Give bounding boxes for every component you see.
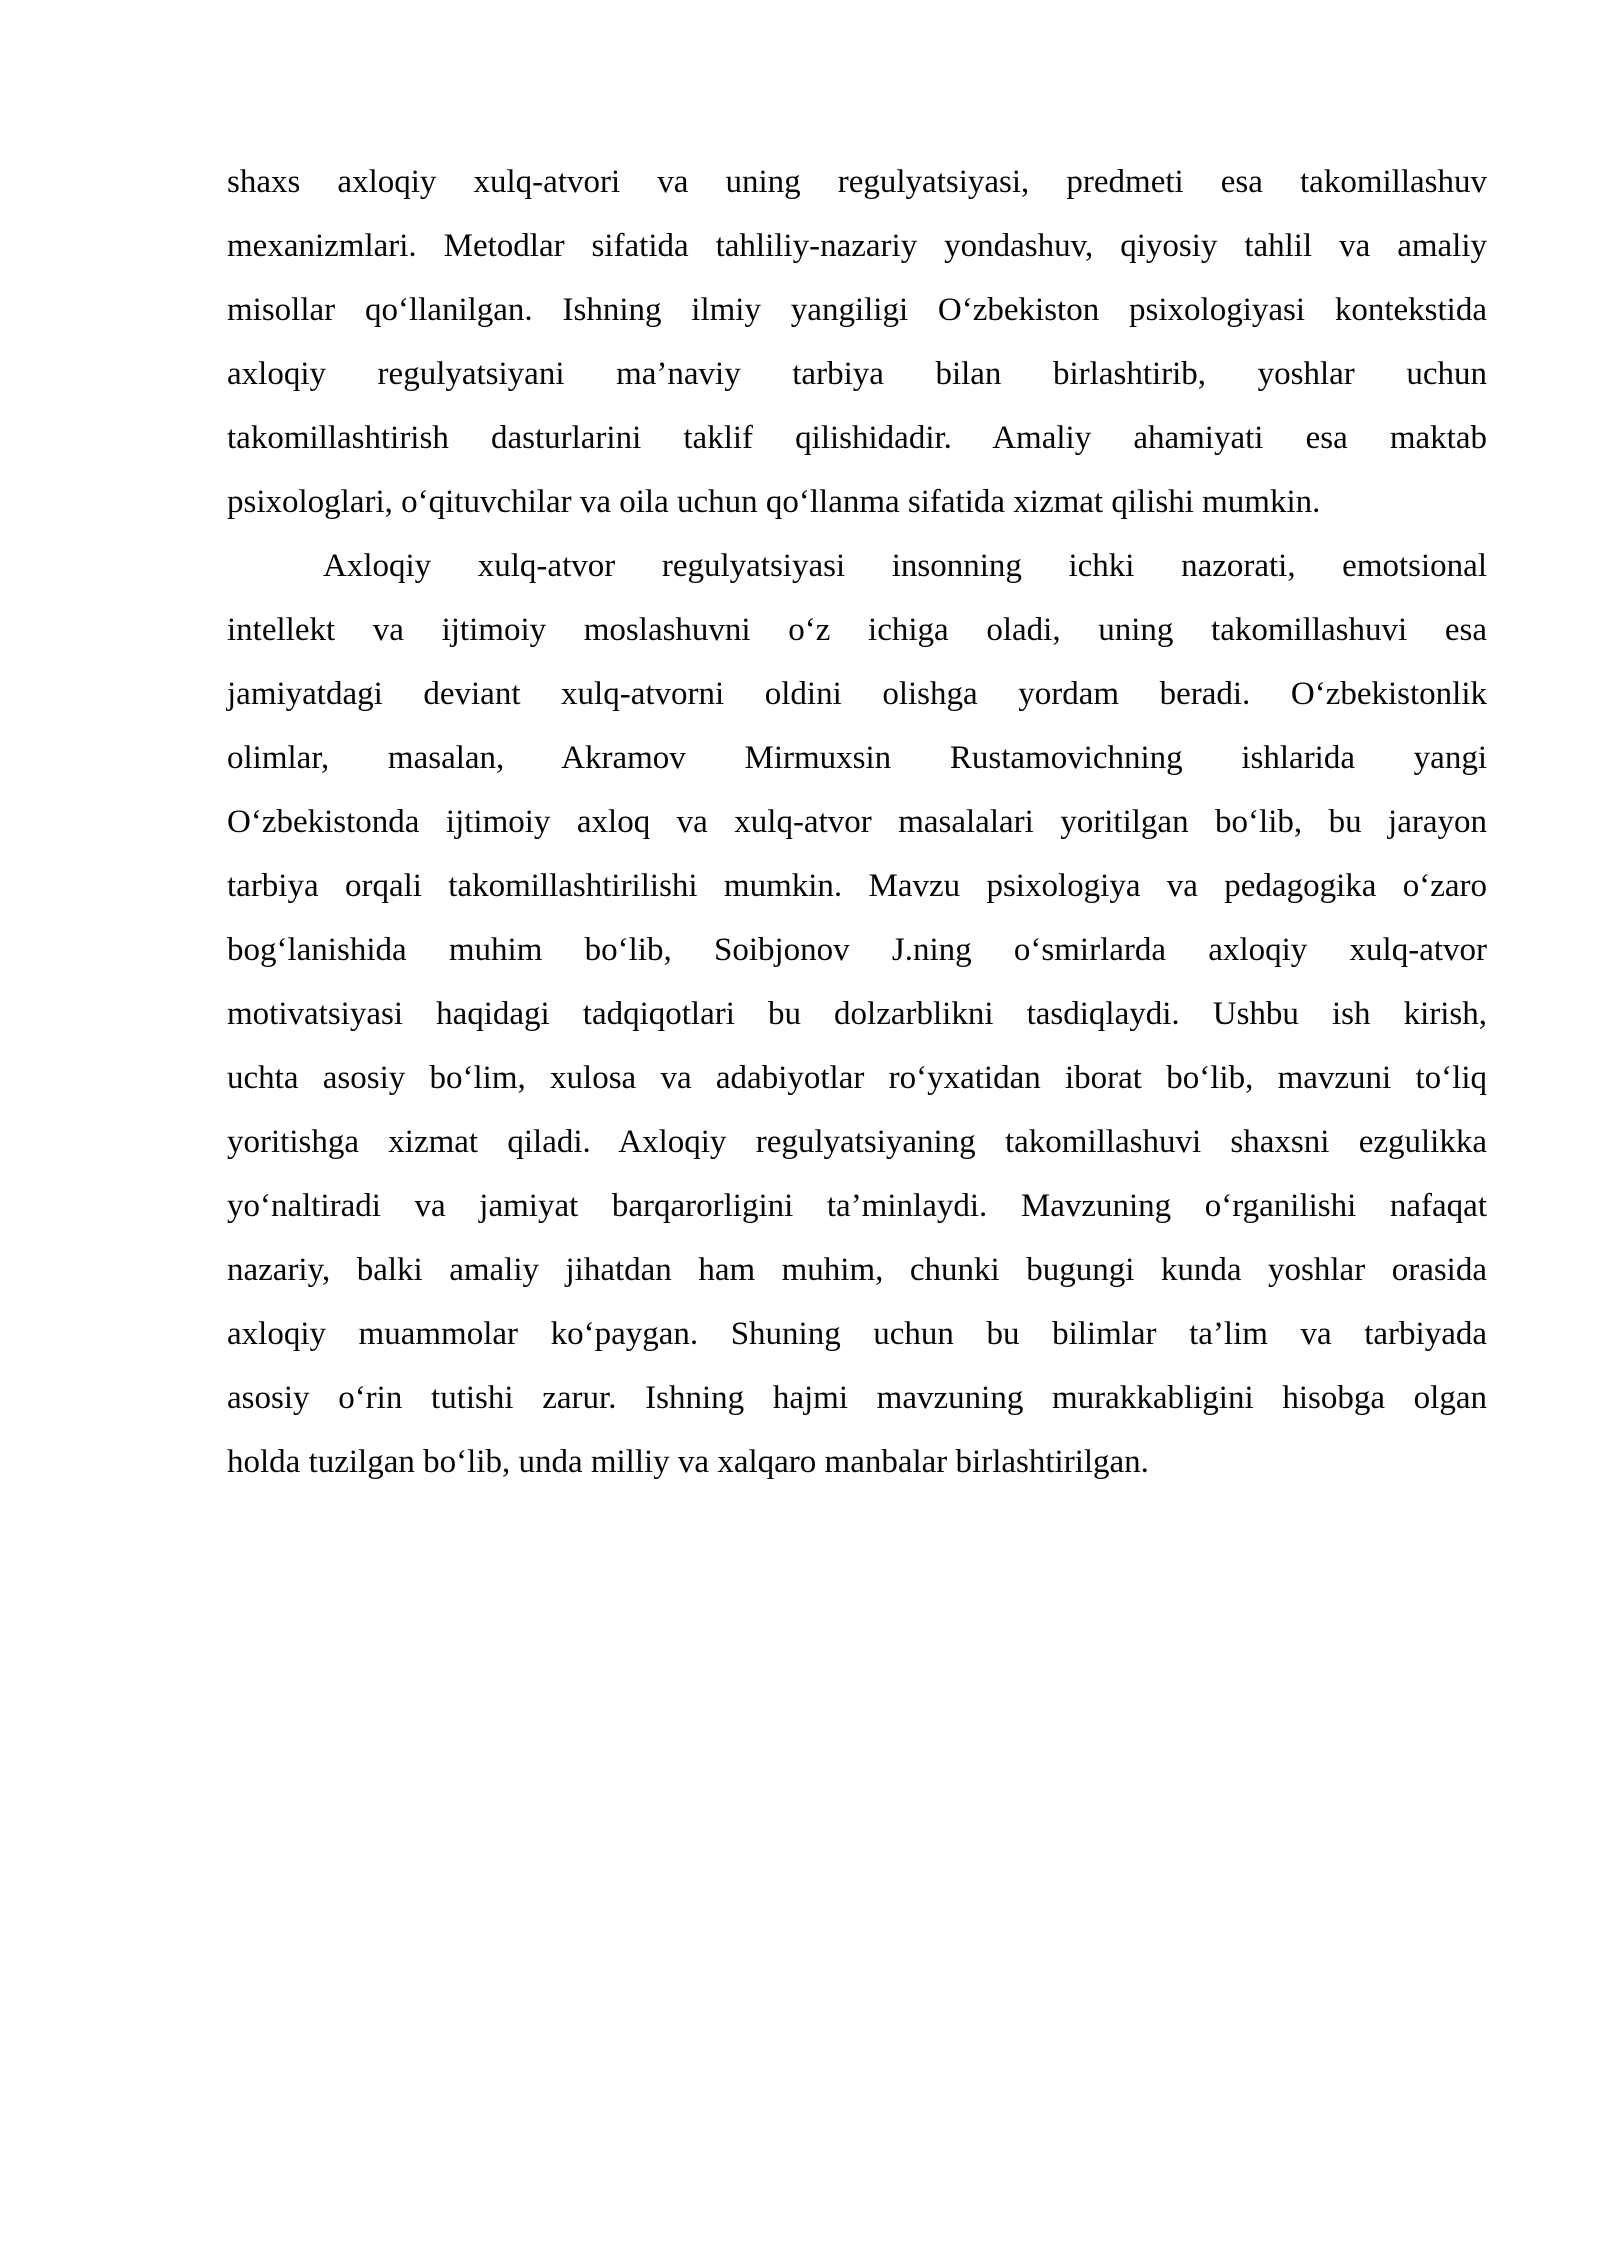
- text-line: psixologlari, o‘qituvchilar va oila uchun qo‘llanma sifatida xizmat qilishi mumkin.: [227, 484, 1321, 520]
- text-line: olimlar, masalan, Akramov Mirmuxsin Rustamovichning ishlarida yangi: [227, 740, 1487, 776]
- text-line: uchta asosiy bo‘lim, xulosa va adabiyotlar ro‘yxatidan iborat bo‘lib, mavzuni to‘liq: [227, 1060, 1487, 1096]
- text-line: intellekt va ijtimoiy moslashuvni o‘z ichiga oladi, uning takomillashuvi esa: [227, 612, 1487, 648]
- text-line: asosiy o‘rin tutishi zarur. Ishning hajmi mavzuning murakkabligini hisobga olgan: [227, 1380, 1487, 1416]
- text-line: axloqiy regulyatsiyani ma’naviy tarbiya bilan birlashtirib, yoshlar uchun: [227, 356, 1487, 392]
- paragraph-continued: [227, 150, 1487, 534]
- text-line: nazariy, balki amaliy jihatdan ham muhim, chunki bugungi kunda yoshlar orasida: [227, 1252, 1487, 1288]
- text-line: mexanizmlari. Metodlar sifatida tahliliy-nazariy yondashuv, qiyosiy tahlil va amaliy: [227, 228, 1487, 264]
- text-line: bog‘lanishida muhim bo‘lib, Soibjonov J.ning o‘smirlarda axloqiy xulq-atvor: [227, 932, 1487, 968]
- text-line: yo‘naltiradi va jamiyat barqarorligini ta’minlaydi. Mavzuning o‘rganilishi nafaqat: [227, 1188, 1487, 1224]
- text-line: motivatsiyasi haqidagi tadqiqotlari bu dolzarblikni tasdiqlaydi. Ushbu ish kirish,: [227, 996, 1487, 1032]
- text-line: misollar qo‘llanilgan. Ishning ilmiy yangiligi O‘zbekiston psixologiyasi kontekstida: [227, 292, 1487, 328]
- text-line: takomillashtirish dasturlarini taklif qilishidadir. Amaliy ahamiyati esa maktab: [227, 420, 1487, 456]
- text-line: shaxs axloqiy xulq-atvori va uning regulyatsiyasi, predmeti esa takomillashuv: [227, 164, 1487, 200]
- text-line: tarbiya orqali takomillashtirilishi mumkin. Mavzu psixologiya va pedagogika o‘zaro: [227, 868, 1487, 904]
- text-line: axloqiy muammolar ko‘paygan. Shuning uchun bu bilimlar ta’lim va tarbiyada: [227, 1316, 1487, 1352]
- text-line: holda tuzilgan bo‘lib, unda milliy va xalqaro manbalar birlashtirilgan.: [227, 1444, 1149, 1480]
- text-block: [227, 150, 1487, 1494]
- text-line: Axloqiy xulq-atvor regulyatsiyasi insonning ichki nazorati, emotsional: [323, 548, 1487, 584]
- text-line: yoritishga xizmat qiladi. Axloqiy regulyatsiyaning takomillashuvi shaxsni ezgulikka: [227, 1124, 1487, 1160]
- paragraph: [227, 534, 1487, 1494]
- text-line: O‘zbekistonda ijtimoiy axloq va xulq-atvor masalalari yoritilgan bo‘lib, bu jarayon: [227, 804, 1487, 840]
- text-line: jamiyatdagi deviant xulq-atvorni oldini olishga yordam beradi. O‘zbekistonlik: [227, 676, 1487, 712]
